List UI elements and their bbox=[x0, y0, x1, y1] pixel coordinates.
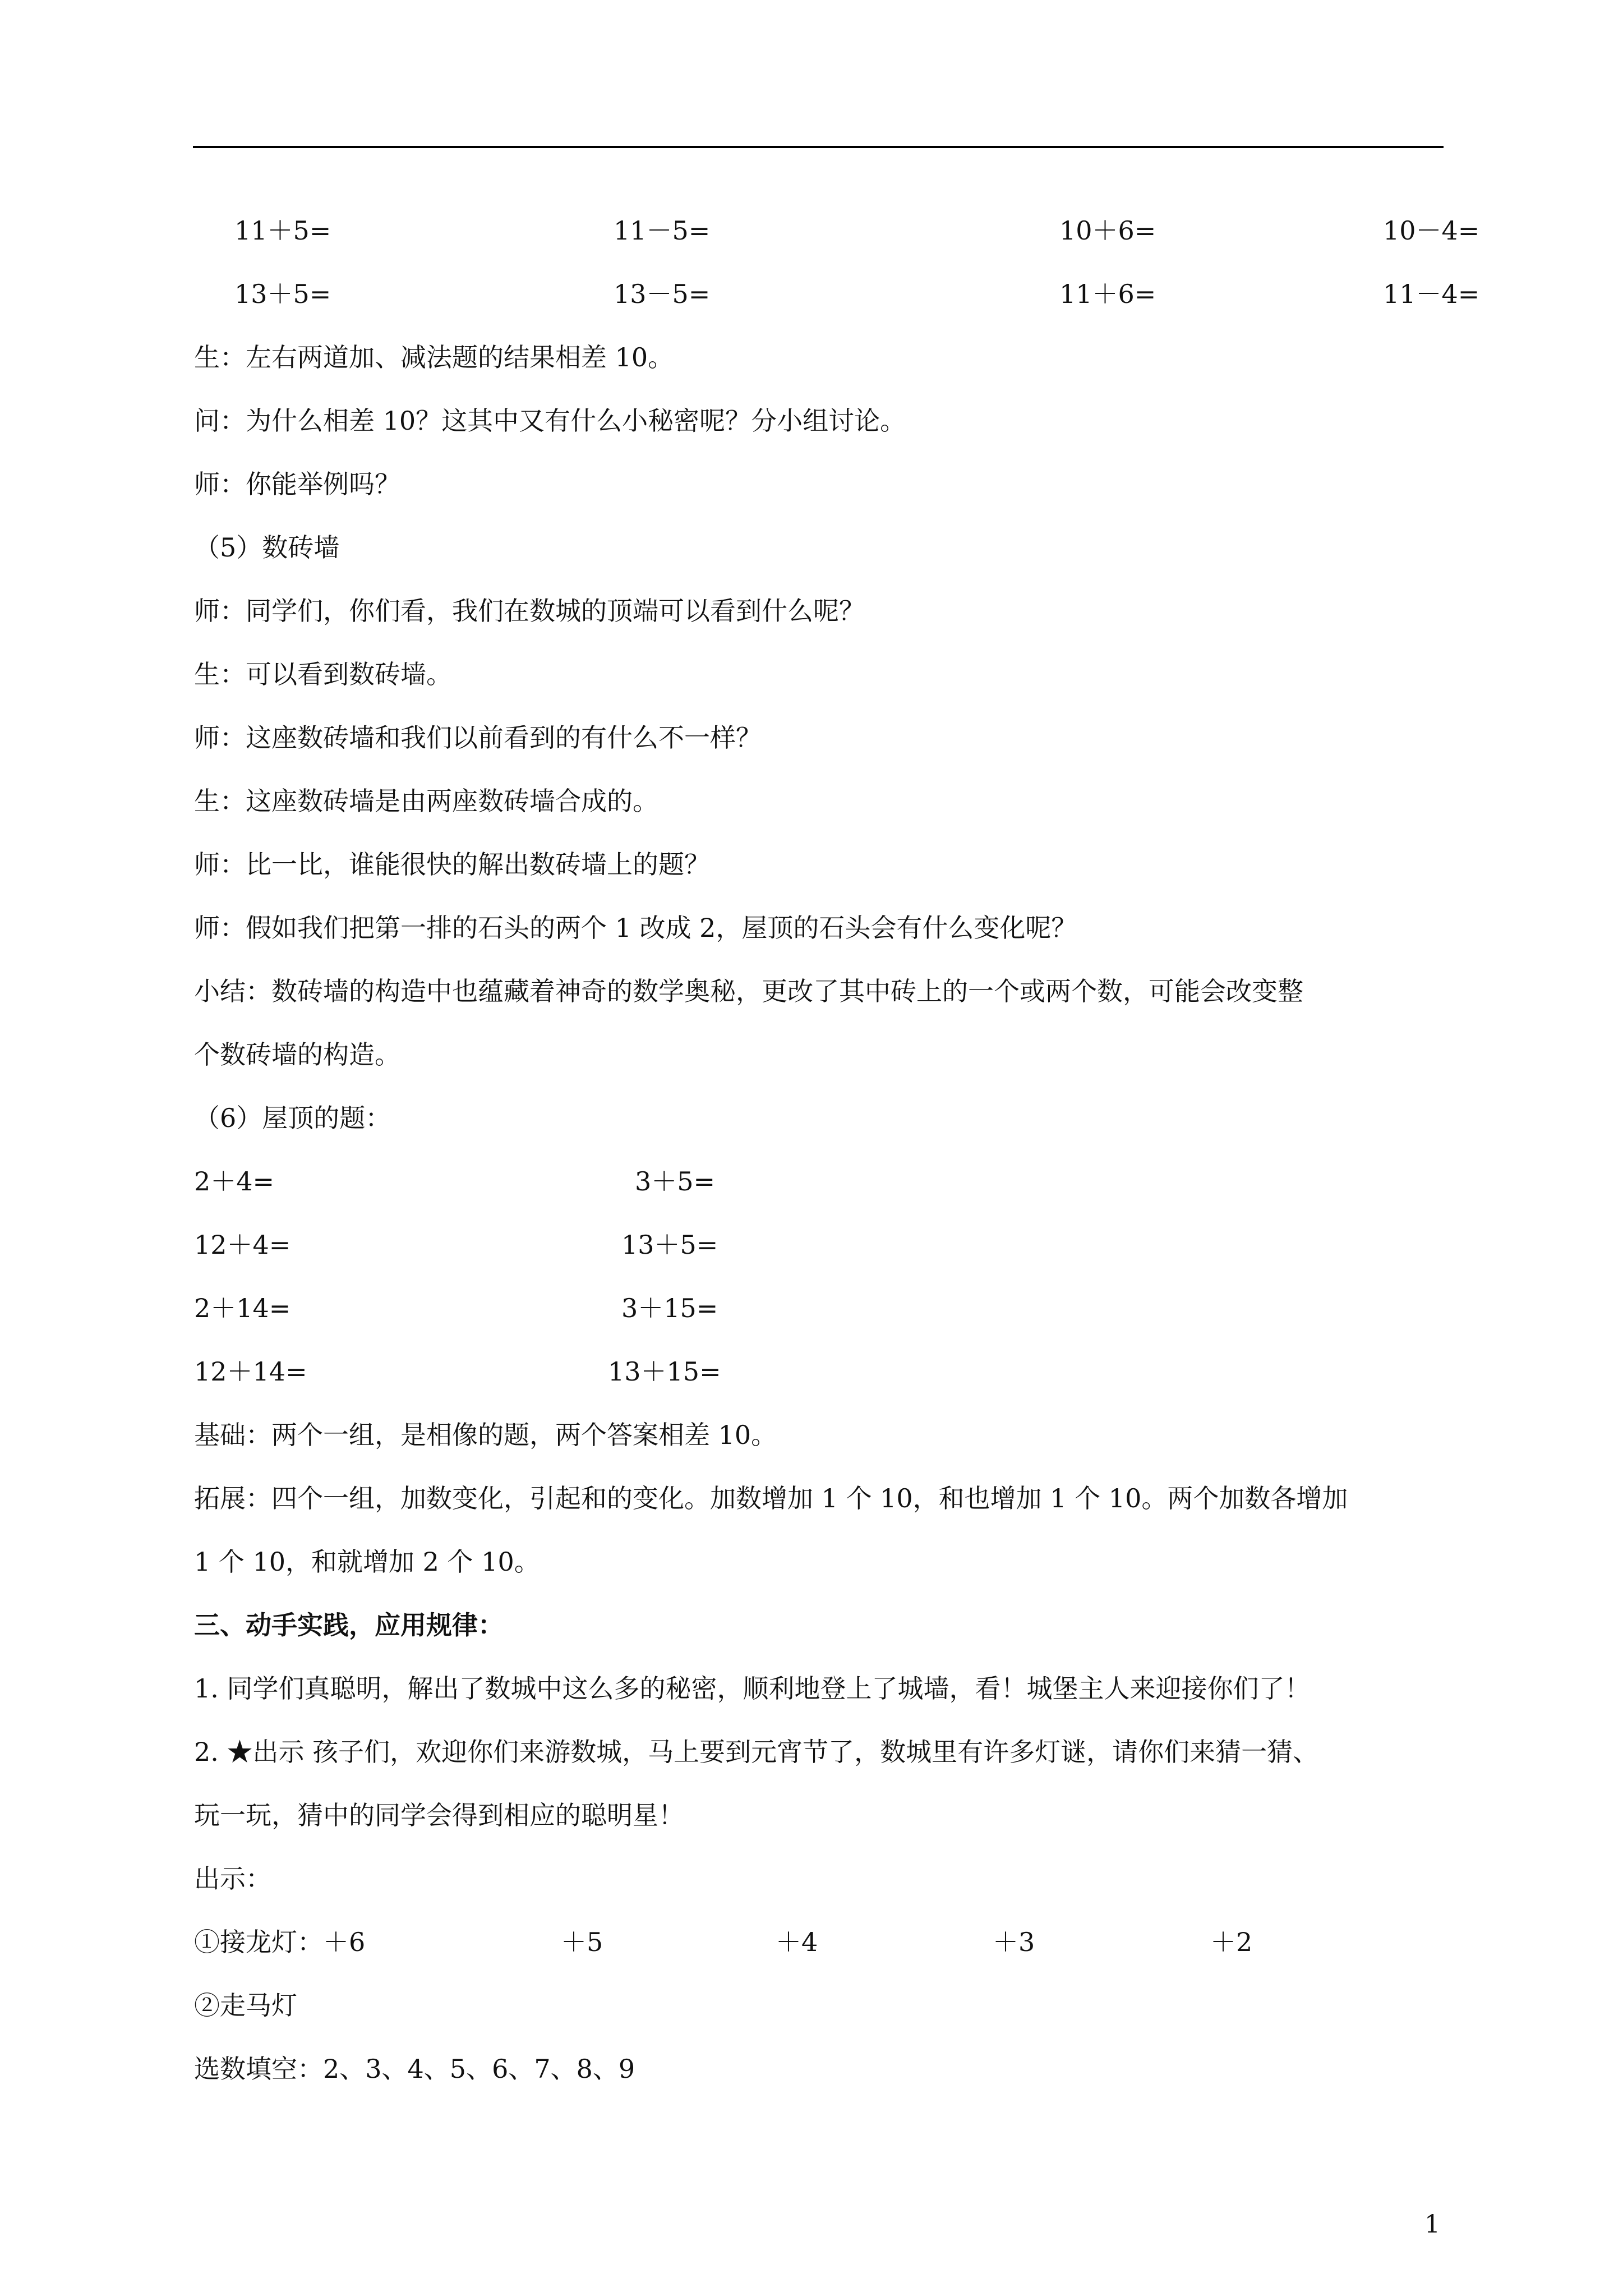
header-rule bbox=[193, 146, 1444, 148]
paragraph-line: 拓展：四个一组，加数变化，引起和的变化。加数增加 1 个 10，和也增加 1 个 10。两个加数各增加 bbox=[194, 1483, 1348, 1513]
paragraph-line: 生：可以看到数砖墙。 bbox=[194, 659, 452, 689]
section-heading: （6）屋顶的题： bbox=[194, 1103, 391, 1133]
lantern-item: ＋4 bbox=[776, 1927, 818, 1957]
paragraph-line: 基础：两个一组，是相像的题，两个答案相差 10。 bbox=[194, 1420, 777, 1450]
paragraph-line: 师：你能举例吗？ bbox=[194, 469, 400, 499]
paragraph-line: 2. ★出示 孩子们，欢迎你们来游数城，马上要到元宵节了，数城里有许多灯谜，请你们来猜一猜、 bbox=[194, 1737, 1319, 1767]
lantern-item: ＋3 bbox=[993, 1927, 1035, 1957]
equation: 11－5= bbox=[614, 215, 711, 246]
equation: 13＋15= bbox=[608, 1356, 721, 1387]
paragraph-line: 出示： bbox=[194, 1864, 271, 1894]
page-number: 1 bbox=[1424, 2210, 1440, 2239]
equation: 3＋15= bbox=[621, 1293, 718, 1323]
equation: 13＋5= bbox=[621, 1230, 718, 1260]
paragraph-line: ②走马灯 bbox=[194, 1990, 297, 2021]
equation: 11＋5= bbox=[234, 215, 331, 246]
section-heading: （5）数砖墙 bbox=[194, 532, 340, 563]
equation: 2＋4= bbox=[194, 1166, 275, 1197]
paragraph-line: 师：同学们，你们看，我们在数城的顶端可以看到什么呢？ bbox=[194, 596, 865, 626]
paragraph-line: 师：这座数砖墙和我们以前看到的有什么不一样？ bbox=[194, 723, 762, 753]
equation: 13－5= bbox=[614, 279, 711, 309]
paragraph-line: 玩一玩，猜中的同学会得到相应的聪明星！ bbox=[194, 1800, 684, 1830]
section-heading: 三、动手实践，应用规律： bbox=[194, 1610, 504, 1640]
equation: 10－4= bbox=[1383, 215, 1480, 246]
paragraph-line: 问：为什么相差 10？这其中又有什么小秘密呢？分小组讨论。 bbox=[194, 406, 906, 436]
paragraph-line: 个数砖墙的构造。 bbox=[194, 1039, 400, 1070]
paragraph-line: 生：左右两道加、减法题的结果相差 10。 bbox=[194, 342, 674, 372]
lantern-item: ＋2 bbox=[1210, 1927, 1253, 1957]
lantern-item: ＋5 bbox=[561, 1927, 603, 1957]
equation: 10＋6= bbox=[1059, 215, 1156, 246]
equation: 12＋14= bbox=[194, 1356, 307, 1387]
paragraph-line: 选数填空：2、3、4、5、6、7、8、9 bbox=[194, 2054, 635, 2084]
paragraph-line: 师：假如我们把第一排的石头的两个 1 改成 2，屋顶的石头会有什么变化呢？ bbox=[194, 913, 1077, 943]
paragraph-line: 1. 同学们真聪明，解出了数城中这么多的秘密，顺利地登上了城墙，看！城堡主人来迎接你们了！ bbox=[194, 1673, 1311, 1704]
equation: 11－4= bbox=[1383, 279, 1480, 309]
paragraph-line: 师：比一比，谁能很快的解出数砖墙上的题？ bbox=[194, 849, 710, 880]
equation: 2＋14= bbox=[194, 1293, 291, 1323]
equation: 3＋5= bbox=[635, 1166, 716, 1197]
paragraph-line: 1 个 10，和就增加 2 个 10。 bbox=[194, 1547, 540, 1577]
equation: 13＋5= bbox=[234, 279, 331, 309]
lantern-item: ①接龙灯：＋6 bbox=[194, 1927, 366, 1957]
equation: 11＋6= bbox=[1059, 279, 1156, 309]
paragraph-line: 生：这座数砖墙是由两座数砖墙合成的。 bbox=[194, 786, 658, 816]
equation: 12＋4= bbox=[194, 1230, 291, 1260]
paragraph-line: 小结：数砖墙的构造中也蕴藏着神奇的数学奥秘，更改了其中砖上的一个或两个数，可能会改变整 bbox=[194, 976, 1303, 1006]
